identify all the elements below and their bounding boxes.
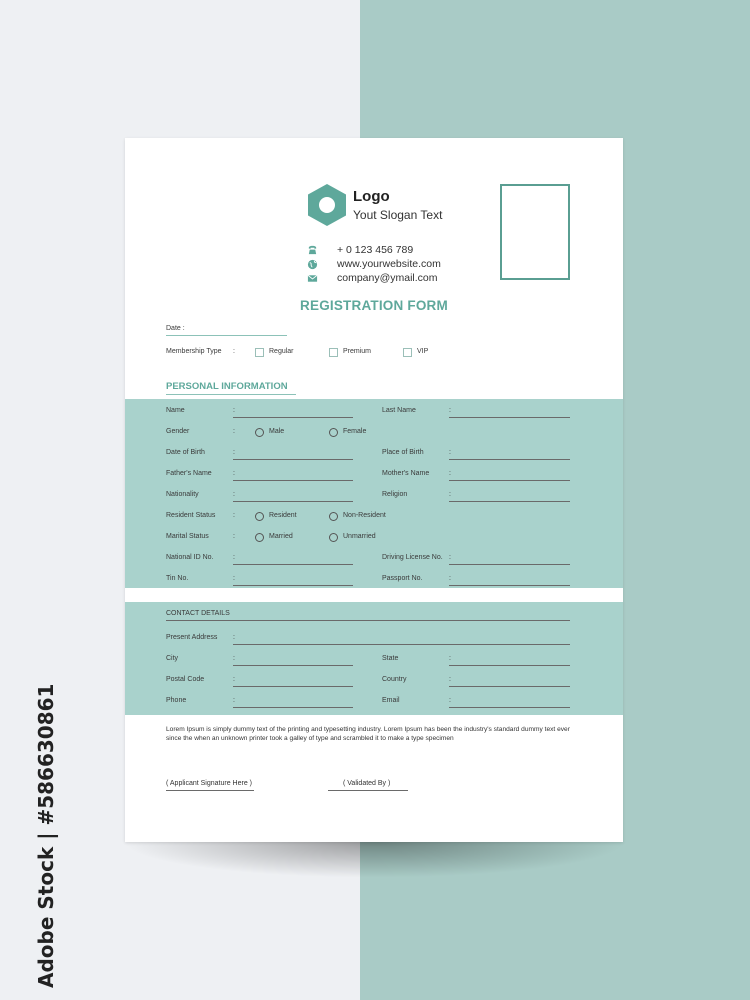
pob-field[interactable] [449, 459, 570, 460]
colon: : [449, 470, 451, 477]
colon: : [449, 676, 451, 683]
globe-icon [307, 259, 318, 270]
contact-details-heading: CONTACT DETAILS [166, 610, 230, 617]
membership-colon: : [233, 348, 235, 355]
regular-checkbox[interactable] [255, 348, 264, 357]
nationality-field[interactable] [233, 501, 353, 502]
contact-email-field[interactable] [449, 707, 570, 708]
validated-by-label: ( Validated By ) [343, 780, 391, 787]
country-field[interactable] [449, 686, 570, 687]
gender-label: Gender [166, 428, 190, 435]
married-radio[interactable] [255, 533, 264, 542]
present-address-field[interactable] [233, 644, 570, 645]
email-row [307, 272, 438, 284]
resident-radio[interactable] [255, 512, 264, 521]
passport-label: Passport No. [382, 575, 423, 582]
email-text: company@ymail.com [337, 272, 438, 284]
last-name-field[interactable] [449, 417, 570, 418]
state-field[interactable] [449, 665, 570, 666]
regular-label: Regular [269, 348, 294, 355]
disclaimer-text: Lorem Ipsum is simply dummy text of the printing and typesetting industry. Lorem Ipsum has been the industry's standard dummy text ever since the when an unknown printer took a galley of type and scrambled it to make a type specimen [166, 726, 570, 742]
applicant-signature-label: ( Applicant Signature Here ) [166, 780, 252, 787]
premium-checkbox[interactable] [329, 348, 338, 357]
contact-phone-field[interactable] [233, 707, 353, 708]
female-radio[interactable] [329, 428, 338, 437]
present-address-label: Present Address [166, 634, 218, 641]
colon: : [449, 407, 451, 414]
name-label: Name [166, 407, 185, 414]
colon: : [233, 554, 235, 561]
name-field[interactable] [233, 417, 353, 418]
married-label: Married [269, 533, 293, 540]
logo-hexagon-icon [306, 183, 348, 227]
postal-code-field[interactable] [233, 686, 353, 687]
tin-label: Tin No. [166, 575, 189, 582]
vip-label: VIP [417, 348, 429, 355]
nationality-label: Nationality [166, 491, 199, 498]
form-title: REGISTRATION FORM [300, 298, 448, 313]
marital-status-label: Marital Status [166, 533, 209, 540]
non-resident-radio[interactable] [329, 512, 338, 521]
dob-label: Date of Birth [166, 449, 205, 456]
phone-row [307, 244, 413, 256]
colon: : [233, 655, 235, 662]
national-id-field[interactable] [233, 564, 353, 565]
premium-label: Premium [343, 348, 372, 355]
colon: : [233, 676, 235, 683]
colon: : [233, 407, 235, 414]
last-name-label: Last Name [382, 407, 416, 414]
unmarried-label: Unmarried [343, 533, 376, 540]
colon: : [233, 470, 235, 477]
slogan: Yout Slogan Text [353, 208, 443, 222]
country-label: Country [382, 676, 407, 683]
colon: : [449, 575, 451, 582]
colon: : [233, 533, 235, 540]
mail-icon [307, 273, 318, 284]
city-field[interactable] [233, 665, 353, 666]
driving-license-label: Driving License No. [382, 554, 443, 561]
mother-name-field[interactable] [449, 480, 570, 481]
colon: : [233, 491, 235, 498]
website-text: www.yourwebsite.com [337, 258, 441, 270]
membership-label: Membership Type [166, 348, 222, 355]
contact-heading-underline [166, 620, 570, 621]
stock-id-label: Adobe Stock | #586630861 [34, 683, 58, 988]
colon: : [233, 634, 235, 641]
colon: : [233, 512, 235, 519]
website-row [307, 258, 441, 270]
father-name-label: Father's Name [166, 470, 212, 477]
email-label: Email [382, 697, 400, 704]
postal-code-label: Postal Code [166, 676, 205, 683]
dob-field[interactable] [233, 459, 353, 460]
colon: : [449, 449, 451, 456]
personal-heading-underline [166, 394, 296, 395]
phone-label: Phone [166, 697, 187, 704]
passport-field[interactable] [449, 585, 570, 586]
non-resident-label: Non-Resident [343, 512, 386, 519]
male-radio[interactable] [255, 428, 264, 437]
pob-label: Place of Birth [382, 449, 424, 456]
religion-label: Religion [382, 491, 408, 498]
vip-checkbox[interactable] [403, 348, 412, 357]
tin-field[interactable] [233, 585, 353, 586]
national-id-label: National ID No. [166, 554, 214, 561]
male-label: Male [269, 428, 285, 435]
colon: : [449, 697, 451, 704]
mother-name-label: Mother's Name [382, 470, 430, 477]
contact-details-band [125, 602, 623, 715]
resident-status-label: Resident Status [166, 512, 216, 519]
validated-by-line[interactable] [328, 790, 408, 791]
city-label: City [166, 655, 179, 662]
resident-label: Resident [269, 512, 297, 519]
colon: : [233, 449, 235, 456]
driving-license-field[interactable] [449, 564, 570, 565]
religion-field[interactable] [449, 501, 570, 502]
logo-title: Logo [353, 188, 390, 205]
female-label: Female [343, 428, 367, 435]
personal-info-band [125, 399, 623, 588]
unmarried-radio[interactable] [329, 533, 338, 542]
date-field[interactable] [166, 335, 287, 336]
father-name-field[interactable] [233, 480, 353, 481]
photo-placeholder[interactable] [500, 184, 570, 280]
registration-form-sheet [125, 138, 623, 842]
applicant-signature-line[interactable] [166, 790, 254, 791]
colon: : [233, 697, 235, 704]
colon: : [449, 655, 451, 662]
colon: : [233, 575, 235, 582]
colon: : [449, 491, 451, 498]
phone-icon [307, 245, 318, 256]
phone-text: + 0 123 456 789 [337, 244, 414, 256]
personal-info-heading: PERSONAL INFORMATION [166, 381, 288, 392]
state-label: State [382, 655, 399, 662]
date-label: Date : [166, 325, 185, 332]
colon: : [233, 428, 235, 435]
colon: : [449, 554, 451, 561]
